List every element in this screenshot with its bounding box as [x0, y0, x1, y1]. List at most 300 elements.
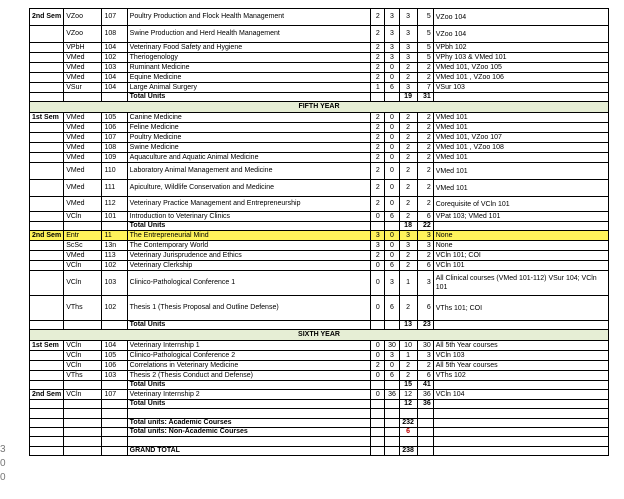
empty-cell — [433, 400, 608, 409]
lecture-hours-cell: 3 — [371, 231, 385, 241]
units-cell: 2 — [399, 180, 417, 197]
semester-cell — [30, 153, 64, 163]
empty-cell — [64, 409, 102, 419]
semester-cell: 2nd Sem — [30, 231, 64, 241]
units-cell: 3 — [399, 83, 417, 93]
prerequisite-cell: VCln 101; COI — [433, 251, 608, 261]
total-hours-cell: 2 — [417, 197, 433, 212]
course-number-cell: 105 — [102, 113, 127, 123]
course-code-cell: VMed — [64, 133, 102, 143]
prerequisite-cell: VCln 101 — [433, 261, 608, 271]
empty-cell — [127, 409, 371, 419]
total-hours-cell: 23 — [417, 321, 433, 330]
curriculum-body — [30, 9, 609, 456]
course-code-cell: VThs — [64, 371, 102, 381]
section-title-cell: SIXTH YEAR — [30, 330, 609, 341]
lecture-hours-cell: 3 — [371, 241, 385, 251]
units-cell: 3 — [399, 26, 417, 43]
empty-cell — [385, 447, 399, 456]
total-hours-cell: 2 — [417, 163, 433, 180]
total-hours-cell: 2 — [417, 251, 433, 261]
empty-cell — [102, 321, 127, 330]
blank-row — [30, 437, 609, 447]
semester-cell — [30, 361, 64, 371]
course-row — [30, 371, 609, 381]
course-row — [30, 271, 609, 296]
empty-cell — [385, 428, 399, 437]
units-cell: 2 — [399, 197, 417, 212]
total-hours-cell: 5 — [417, 43, 433, 53]
units-cell: 2 — [399, 123, 417, 133]
empty-cell — [385, 321, 399, 330]
empty-cell — [64, 419, 102, 428]
course-title-cell: Large Animal Surgery — [127, 83, 371, 93]
total-hours-cell: 2 — [417, 113, 433, 123]
semester-cell — [30, 371, 64, 381]
total-hours-cell: 3 — [417, 351, 433, 361]
course-title-cell: The Contemporary World — [127, 241, 371, 251]
total-units-cell: 18 — [399, 222, 417, 231]
course-number-cell: 106 — [102, 361, 127, 371]
course-row — [30, 341, 609, 351]
lecture-hours-cell: 2 — [371, 113, 385, 123]
empty-cell — [30, 419, 64, 428]
units-cell: 2 — [399, 371, 417, 381]
total-hours-cell: 3 — [417, 271, 433, 296]
empty-cell — [64, 428, 102, 437]
total-hours-cell: 2 — [417, 143, 433, 153]
lab-hours-cell: 3 — [385, 26, 399, 43]
empty-cell — [30, 428, 64, 437]
lecture-hours-cell: 2 — [371, 123, 385, 133]
sixth-year-header — [30, 330, 609, 341]
empty-cell — [385, 437, 399, 447]
course-row — [30, 180, 609, 197]
empty-cell — [385, 409, 399, 419]
empty-cell — [417, 409, 433, 419]
lecture-hours-cell: 0 — [371, 351, 385, 361]
semester-cell — [30, 63, 64, 73]
course-title-cell: Canine Medicine — [127, 113, 371, 123]
units-cell: 3 — [399, 9, 417, 26]
total-label-cell: Total Units — [127, 222, 371, 231]
course-code-cell: VMed — [64, 53, 102, 63]
empty-cell — [102, 419, 127, 428]
course-number-cell: 103 — [102, 271, 127, 296]
lab-hours-cell: 36 — [385, 390, 399, 400]
semester-cell — [30, 197, 64, 212]
prerequisite-cell: VThs 101; COI — [433, 296, 608, 321]
course-code-cell: VMed — [64, 143, 102, 153]
course-title-cell: Introduction to Veterinary Clinics — [127, 212, 371, 222]
total-hours-cell: 36 — [417, 390, 433, 400]
lab-hours-cell: 0 — [385, 123, 399, 133]
course-code-cell: VCln — [64, 390, 102, 400]
total-hours-cell: 22 — [417, 222, 433, 231]
units-cell: 2 — [399, 163, 417, 180]
semester-cell — [30, 26, 64, 43]
empty-cell — [417, 419, 433, 428]
lecture-hours-cell: 2 — [371, 43, 385, 53]
units-cell: 1 — [399, 351, 417, 361]
total-units-row — [30, 222, 609, 231]
margin-mark-3: 0 — [0, 472, 6, 483]
total-hours-cell: 7 — [417, 83, 433, 93]
prerequisite-cell: Corequisite of VCln 101 — [433, 197, 608, 212]
course-number-cell: 11 — [102, 231, 127, 241]
units-cell: 2 — [399, 133, 417, 143]
prerequisite-cell: VCln 104 — [433, 390, 608, 400]
units-cell: 2 — [399, 212, 417, 222]
lecture-hours-cell: 2 — [371, 63, 385, 73]
course-code-cell: VZoo — [64, 9, 102, 26]
course-number-cell: 112 — [102, 197, 127, 212]
course-code-cell: VPbH — [64, 43, 102, 53]
course-title-cell: Apiculture, Wildlife Conservation and Medicine — [127, 180, 371, 197]
units-cell: 2 — [399, 63, 417, 73]
prerequisite-cell: VPat 103; VMed 101 — [433, 212, 608, 222]
prerequisite-cell: VCln 103 — [433, 351, 608, 361]
course-number-cell: 104 — [102, 83, 127, 93]
total-hours-cell: 41 — [417, 381, 433, 390]
lecture-hours-cell: 2 — [371, 9, 385, 26]
lecture-hours-cell: 0 — [371, 296, 385, 321]
lab-hours-cell: 3 — [385, 351, 399, 361]
units-cell: 2 — [399, 251, 417, 261]
course-number-cell: 104 — [102, 341, 127, 351]
empty-cell — [433, 428, 608, 437]
empty-cell — [102, 447, 127, 456]
total-units-row — [30, 381, 609, 390]
empty-cell — [127, 437, 371, 447]
lab-hours-cell: 0 — [385, 231, 399, 241]
course-number-cell: 102 — [102, 296, 127, 321]
empty-cell — [399, 409, 417, 419]
units-cell: 2 — [399, 143, 417, 153]
course-title-cell: Veterinary Practice Management and Entrepreneurship — [127, 197, 371, 212]
lab-hours-cell: 0 — [385, 153, 399, 163]
units-cell: 10 — [399, 341, 417, 351]
lab-hours-cell: 0 — [385, 241, 399, 251]
course-title-cell: Clinico-Pathological Conference 2 — [127, 351, 371, 361]
total-hours-cell: 30 — [417, 341, 433, 351]
semester-cell: 1st Sem — [30, 113, 64, 123]
semester-cell — [30, 143, 64, 153]
summary-value-cell: 238 — [399, 447, 417, 456]
course-number-cell: 104 — [102, 73, 127, 83]
empty-cell — [371, 222, 385, 231]
course-number-cell: 103 — [102, 371, 127, 381]
prerequisite-cell: VSur 103 — [433, 83, 608, 93]
empty-cell — [433, 381, 608, 390]
lecture-hours-cell: 0 — [371, 371, 385, 381]
course-title-cell: Theriogenology — [127, 53, 371, 63]
semester-cell: 2nd Sem — [30, 9, 64, 26]
course-row — [30, 296, 609, 321]
course-code-cell: VMed — [64, 153, 102, 163]
prerequisite-cell: VMed 101 — [433, 113, 608, 123]
empty-cell — [433, 222, 608, 231]
empty-cell — [102, 222, 127, 231]
lab-hours-cell: 0 — [385, 133, 399, 143]
course-number-cell: 108 — [102, 143, 127, 153]
course-row — [30, 43, 609, 53]
empty-cell — [371, 400, 385, 409]
course-code-cell: VMed — [64, 63, 102, 73]
empty-cell — [385, 93, 399, 102]
course-title-cell: Poultry Production and Flock Health Management — [127, 9, 371, 26]
total-hours-cell: 3 — [417, 231, 433, 241]
semester-cell — [30, 133, 64, 143]
units-cell: 2 — [399, 361, 417, 371]
empty-cell — [64, 321, 102, 330]
course-title-cell: Poultry Medicine — [127, 133, 371, 143]
semester-cell — [30, 241, 64, 251]
total-units-cell: 13 — [399, 321, 417, 330]
course-code-cell: VCln — [64, 341, 102, 351]
total-hours-cell: 2 — [417, 153, 433, 163]
empty-cell — [399, 437, 417, 447]
total-label-cell: Total Units — [127, 93, 371, 102]
prerequisite-cell: VPhy 103 & VMed 101 — [433, 53, 608, 63]
semester-cell: 1st Sem — [30, 341, 64, 351]
empty-cell — [64, 447, 102, 456]
empty-cell — [371, 381, 385, 390]
course-code-cell: VMed — [64, 73, 102, 83]
academic-total-row — [30, 419, 609, 428]
course-row — [30, 83, 609, 93]
total-hours-cell: 6 — [417, 371, 433, 381]
curriculum-table — [29, 8, 609, 456]
total-hours-cell: 2 — [417, 63, 433, 73]
empty-cell — [433, 93, 608, 102]
empty-cell — [102, 437, 127, 447]
empty-cell — [30, 409, 64, 419]
units-cell: 2 — [399, 296, 417, 321]
lab-hours-cell: 0 — [385, 63, 399, 73]
course-row — [30, 153, 609, 163]
course-number-cell: 109 — [102, 153, 127, 163]
lab-hours-cell: 30 — [385, 341, 399, 351]
semester-cell — [30, 163, 64, 180]
units-cell: 2 — [399, 113, 417, 123]
lab-hours-cell: 0 — [385, 197, 399, 212]
lecture-hours-cell: 2 — [371, 361, 385, 371]
lecture-hours-cell: 2 — [371, 153, 385, 163]
prerequisite-cell: All 5th Year courses — [433, 341, 608, 351]
total-hours-cell: 5 — [417, 9, 433, 26]
total-label-cell: Total Units — [127, 321, 371, 330]
course-code-cell: VCln — [64, 261, 102, 271]
semester-cell — [30, 212, 64, 222]
course-code-cell: VMed — [64, 113, 102, 123]
lab-hours-cell: 6 — [385, 261, 399, 271]
empty-cell — [30, 321, 64, 330]
course-title-cell: Swine Medicine — [127, 143, 371, 153]
semester-cell — [30, 296, 64, 321]
prerequisite-cell: VZoo 104 — [433, 26, 608, 43]
empty-cell — [30, 381, 64, 390]
blank-row — [30, 409, 609, 419]
total-hours-cell: 2 — [417, 180, 433, 197]
total-units-row — [30, 400, 609, 409]
total-hours-cell: 6 — [417, 212, 433, 222]
semester-cell — [30, 261, 64, 271]
empty-cell — [64, 381, 102, 390]
semester-cell — [30, 73, 64, 83]
course-row — [30, 351, 609, 361]
course-row — [30, 163, 609, 180]
empty-cell — [371, 437, 385, 447]
lab-hours-cell: 3 — [385, 271, 399, 296]
empty-cell — [30, 93, 64, 102]
course-number-cell: 107 — [102, 390, 127, 400]
lecture-hours-cell: 2 — [371, 53, 385, 63]
section-title-cell: FIFTH YEAR — [30, 102, 609, 113]
units-cell: 1 — [399, 271, 417, 296]
curriculum-sheet — [29, 8, 609, 456]
units-cell: 2 — [399, 153, 417, 163]
empty-cell — [30, 222, 64, 231]
course-code-cell: VMed — [64, 163, 102, 180]
course-row — [30, 113, 609, 123]
lab-hours-cell: 6 — [385, 212, 399, 222]
course-code-cell: VCln — [64, 212, 102, 222]
total-units-row — [30, 93, 609, 102]
empty-cell — [385, 400, 399, 409]
empty-cell — [371, 447, 385, 456]
empty-cell — [64, 400, 102, 409]
margin-mark-2: 0 — [0, 458, 6, 469]
semester-cell — [30, 123, 64, 133]
course-code-cell: VCln — [64, 361, 102, 371]
course-number-cell: 13n — [102, 241, 127, 251]
lab-hours-cell: 0 — [385, 143, 399, 153]
total-units-cell: 15 — [399, 381, 417, 390]
course-code-cell: VThs — [64, 296, 102, 321]
empty-cell — [102, 381, 127, 390]
course-number-cell: 106 — [102, 123, 127, 133]
lab-hours-cell: 0 — [385, 251, 399, 261]
semester-cell — [30, 251, 64, 261]
semester-cell — [30, 180, 64, 197]
course-row — [30, 361, 609, 371]
units-cell: 12 — [399, 390, 417, 400]
lecture-hours-cell: 2 — [371, 197, 385, 212]
course-row — [30, 143, 609, 153]
lecture-hours-cell: 0 — [371, 341, 385, 351]
course-number-cell: 107 — [102, 9, 127, 26]
empty-cell — [102, 409, 127, 419]
total-label-cell: Total Units — [127, 381, 371, 390]
units-cell: 3 — [399, 53, 417, 63]
course-number-cell: 111 — [102, 180, 127, 197]
summary-value-cell: 6 — [399, 428, 417, 437]
total-hours-cell: 6 — [417, 261, 433, 271]
empty-cell — [371, 93, 385, 102]
course-number-cell: 102 — [102, 53, 127, 63]
total-units-row — [30, 321, 609, 330]
course-number-cell: 101 — [102, 212, 127, 222]
course-title-cell: Laboratory Animal Management and Medicine — [127, 163, 371, 180]
lab-hours-cell: 0 — [385, 361, 399, 371]
lab-hours-cell: 0 — [385, 73, 399, 83]
course-title-cell: Veterinary Internship 1 — [127, 341, 371, 351]
total-label-cell: Total Units — [127, 400, 371, 409]
summary-label-cell: Total units: Non-Academic Courses — [127, 428, 371, 437]
course-code-cell: VMed — [64, 180, 102, 197]
course-row — [30, 133, 609, 143]
course-code-cell: VMed — [64, 251, 102, 261]
empty-cell — [102, 400, 127, 409]
course-code-cell: VMed — [64, 123, 102, 133]
prerequisite-cell: VMed 101 , VZoo 108 — [433, 143, 608, 153]
course-title-cell: Veterinary Food Safety and Hygiene — [127, 43, 371, 53]
empty-cell — [433, 437, 608, 447]
total-hours-cell: 2 — [417, 361, 433, 371]
margin-mark-1: 3 — [0, 444, 6, 455]
total-units-cell: 19 — [399, 93, 417, 102]
empty-cell — [433, 409, 608, 419]
nonacademic-total-row — [30, 428, 609, 437]
course-title-cell: Correlations in Veterinary Medicine — [127, 361, 371, 371]
lab-hours-cell: 3 — [385, 9, 399, 26]
prerequisite-cell: All 5th Year courses — [433, 361, 608, 371]
course-row — [30, 261, 609, 271]
course-row — [30, 241, 609, 251]
course-number-cell: 103 — [102, 63, 127, 73]
total-hours-cell: 31 — [417, 93, 433, 102]
total-hours-cell: 36 — [417, 400, 433, 409]
course-title-cell: Thesis 1 (Thesis Proposal and Outline Defense) — [127, 296, 371, 321]
summary-value-cell: 232 — [399, 419, 417, 428]
empty-cell — [64, 437, 102, 447]
empty-cell — [433, 419, 608, 428]
units-cell: 2 — [399, 73, 417, 83]
empty-cell — [30, 447, 64, 456]
fifth-year-header — [30, 102, 609, 113]
total-hours-cell: 2 — [417, 123, 433, 133]
course-row — [30, 212, 609, 222]
empty-cell — [417, 437, 433, 447]
total-units-cell: 12 — [399, 400, 417, 409]
course-title-cell: Veterinary Jurisprudence and Ethics — [127, 251, 371, 261]
course-number-cell: 104 — [102, 43, 127, 53]
empty-cell — [371, 321, 385, 330]
lecture-hours-cell: 2 — [371, 73, 385, 83]
empty-cell — [433, 321, 608, 330]
course-row — [30, 251, 609, 261]
course-title-cell: Ruminant Medicine — [127, 63, 371, 73]
empty-cell — [417, 428, 433, 437]
course-row — [30, 53, 609, 63]
course-code-cell: VCln — [64, 271, 102, 296]
semester-cell — [30, 43, 64, 53]
total-hours-cell: 2 — [417, 73, 433, 83]
empty-cell — [371, 428, 385, 437]
course-code-cell: ScSc — [64, 241, 102, 251]
lecture-hours-cell: 0 — [371, 390, 385, 400]
total-hours-cell: 3 — [417, 241, 433, 251]
course-row — [30, 9, 609, 26]
course-title-cell: Feline Medicine — [127, 123, 371, 133]
lecture-hours-cell: 0 — [371, 271, 385, 296]
empty-cell — [102, 428, 127, 437]
course-row — [30, 231, 609, 241]
empty-cell — [371, 409, 385, 419]
lab-hours-cell: 6 — [385, 371, 399, 381]
total-hours-cell: 6 — [417, 296, 433, 321]
